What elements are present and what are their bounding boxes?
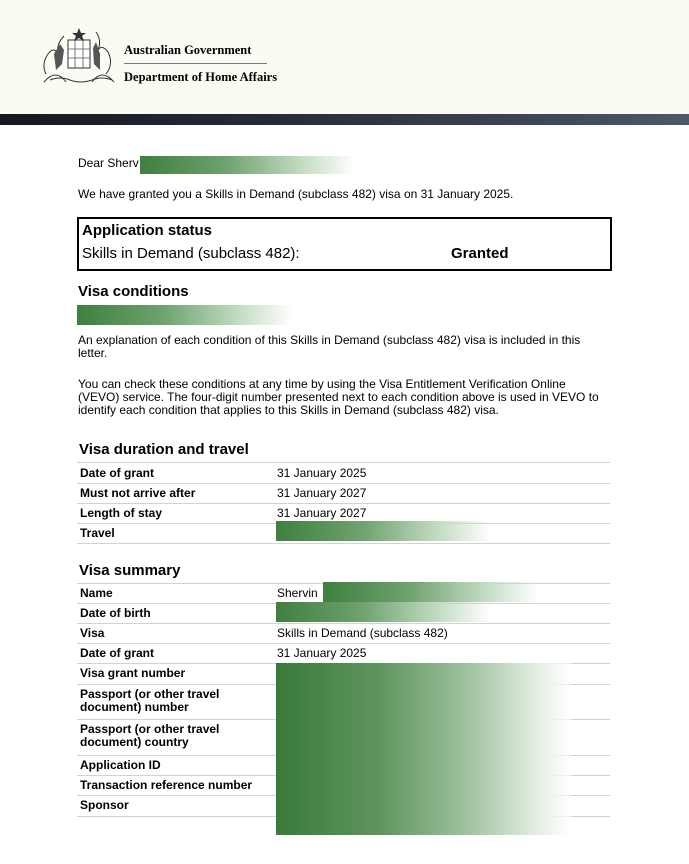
redaction <box>323 582 538 602</box>
redaction-block <box>276 663 571 835</box>
summary-title: Visa summary <box>79 562 181 579</box>
application-status-title: Application status <box>82 222 213 239</box>
header-bar <box>0 114 689 125</box>
label-visa: Visa <box>80 626 105 640</box>
row-divider <box>77 503 610 504</box>
value-must-not-arrive-after: 31 January 2027 <box>277 486 367 500</box>
vevo-explanation: You can check these conditions at any time by using the Visa Entitlement Verification Online (VEVO) service. The four-digit number presented next to each condition above is used in VEVO to identify each condition that applies to this Skills in Demand (subclass 482) visa. <box>78 377 599 417</box>
value-date-of-grant: 31 January 2025 <box>277 466 367 480</box>
redaction <box>276 521 491 541</box>
label-summary-date-of-grant: Date of grant <box>80 646 155 660</box>
redaction <box>276 602 491 622</box>
label-transaction-reference: Transaction reference number <box>80 778 253 792</box>
redaction <box>77 305 292 325</box>
label-length-of-stay: Length of stay <box>80 506 163 520</box>
row-divider <box>77 623 610 624</box>
value-name: Shervin <box>277 586 318 600</box>
intro-text: We have granted you a Skills in Demand (subclass 482) visa on 31 January 2025. <box>78 187 514 201</box>
application-status-box <box>77 217 612 271</box>
label-name: Name <box>80 586 113 600</box>
value-summary-date-of-grant: 31 January 2025 <box>277 646 367 660</box>
label-application-id: Application ID <box>80 758 161 772</box>
label-sponsor: Sponsor <box>80 798 129 812</box>
label-passport-country: Passport (or other travel document) country <box>80 722 220 749</box>
label-travel: Travel <box>80 526 115 540</box>
greeting: Dear Sherv <box>78 156 139 170</box>
redaction <box>140 156 355 174</box>
department-name: Department of Home Affairs <box>124 70 278 84</box>
value-length-of-stay: 31 January 2027 <box>277 506 367 520</box>
header-divider <box>124 63 267 64</box>
row-divider <box>77 643 610 644</box>
visa-conditions-title: Visa conditions <box>78 283 189 300</box>
row-divider <box>77 543 610 544</box>
label-must-not-arrive-after: Must not arrive after <box>80 486 196 500</box>
application-status-label: Skills in Demand (subclass 482): <box>82 245 300 262</box>
row-divider <box>77 483 610 484</box>
coat-of-arms-icon <box>36 24 122 86</box>
conditions-explanation: An explanation of each condition of this Skills in Demand (subclass 482) visa is included in this letter. <box>78 333 581 360</box>
label-date-of-grant: Date of grant <box>80 466 155 480</box>
government-name: Australian Government <box>124 43 252 57</box>
letterhead <box>0 0 689 114</box>
application-status-value: Granted <box>451 245 509 262</box>
row-divider <box>77 462 610 463</box>
value-visa: Skills in Demand (subclass 482) <box>277 626 448 640</box>
label-date-of-birth: Date of birth <box>80 606 151 620</box>
label-passport-number: Passport (or other travel document) number <box>80 687 220 714</box>
duration-title: Visa duration and travel <box>79 441 249 458</box>
label-visa-grant-number: Visa grant number <box>80 666 186 680</box>
